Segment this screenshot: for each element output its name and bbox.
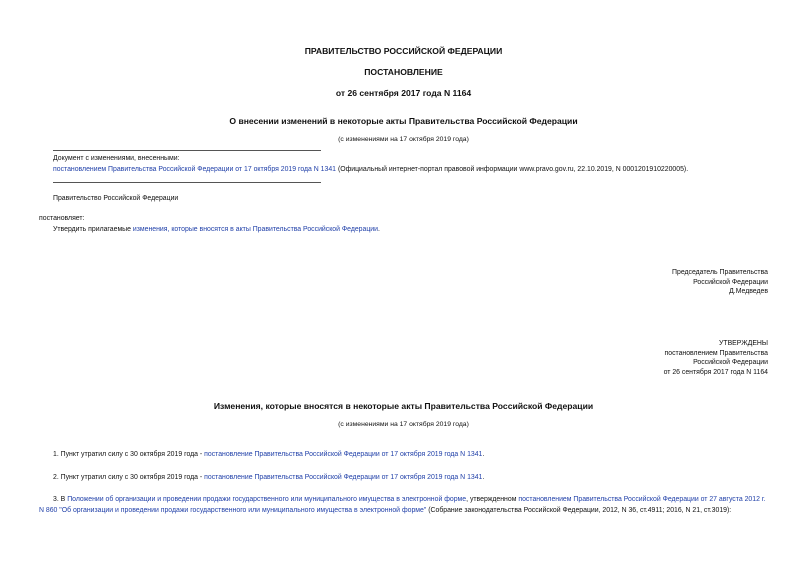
revision-note: (с изменениями на 17 октября 2019 года)	[338, 136, 469, 143]
divider-bottom	[53, 182, 321, 183]
changes-intro: Документ с изменениями, внесенными:	[53, 155, 180, 162]
item-3-regulation-link[interactable]: Положении об организации и проведении продажи государственного или муниципального имущества в электронной форме	[67, 496, 467, 503]
item-3-mid: , утвержденном	[466, 496, 517, 503]
item-3-end: (Собрание законодательства Российской Федерации, 2012, N 36, ст.4911; 2016, N 21, ст.3019):	[428, 506, 732, 514]
item-2-end: .	[482, 474, 485, 481]
approval-line-2: постановлением Правительства	[664, 349, 768, 357]
item-3-decree-link[interactable]: постановлением Правительства Российской Федерации от 27 августа 2012 г. N 860 "Об организации и проведении продажи государственного или муниципального имущества в электронной форме"	[39, 496, 766, 514]
item-1-text: 1. Пункт утратил силу с 30 октября 2019 года -	[53, 451, 203, 458]
approval-line-4: от 26 сентября 2017 года N 1164	[663, 368, 768, 376]
approval-line-3: Российской Федерации	[693, 359, 768, 366]
changes-source: (Официальный интернет-портал правовой информации www.pravo.gov.ru, 22.10.2019, N 0001201910220005).	[337, 166, 689, 173]
appendix-title: Изменения, которые вносятся в некоторые акты Правительства Российской Федерации	[213, 401, 594, 411]
item-2-link[interactable]: постановление Правительства Российской Федерации от 17 октября 2019 года N 1341	[204, 474, 483, 481]
document-type: ПОСТАНОВЛЕНИЕ	[364, 67, 443, 77]
government-heading: ПРАВИТЕЛЬСТВО РОССИЙСКОЙ ФЕДЕРАЦИИ	[304, 46, 503, 56]
approval-block	[664, 339, 768, 377]
approve-paragraph	[53, 226, 380, 233]
government-line: Правительство Российской Федерации	[53, 195, 179, 202]
document-date-number: от 26 сентября 2017 года N 1164	[335, 88, 472, 98]
appendix-revision: (с изменениями на 17 октября 2019 года)	[338, 421, 469, 428]
item-1-link[interactable]: постановление Правительства Российской Федерации от 17 октября 2019 года N 1341	[204, 451, 483, 458]
signature-line-2: Российской Федерации	[693, 278, 768, 286]
item-3-prefix: 3. В	[53, 496, 66, 503]
approve-text: Утвердить прилагаемые	[53, 226, 131, 233]
changes-line	[53, 166, 688, 173]
approve-end: .	[377, 226, 380, 233]
signature-line-1: Председатель Правительства	[672, 269, 768, 276]
appendix-item-3	[39, 495, 768, 516]
appendix-item-2	[53, 474, 484, 481]
item-1-end: .	[482, 451, 485, 458]
document-title: О внесении изменений в некоторые акты Правительства Российской Федерации	[229, 116, 578, 126]
approve-changes-link[interactable]: изменения, которые вносятся в акты Правительства Российской Федерации	[132, 226, 378, 233]
signature-line-3: Д.Медведев	[729, 288, 768, 295]
item-2-text: 2. Пункт утратил силу с 30 октября 2019 года -	[53, 474, 203, 481]
signature-block	[672, 268, 768, 297]
appendix-item-1	[53, 451, 484, 458]
approval-line-1: УТВЕРЖДЕНЫ	[719, 340, 768, 347]
changes-link[interactable]: постановлением Правительства Российской Федерации от 17 октября 2019 года N 1341	[53, 166, 337, 173]
divider-top	[53, 150, 321, 151]
decides-line: постановляет:	[39, 215, 85, 222]
